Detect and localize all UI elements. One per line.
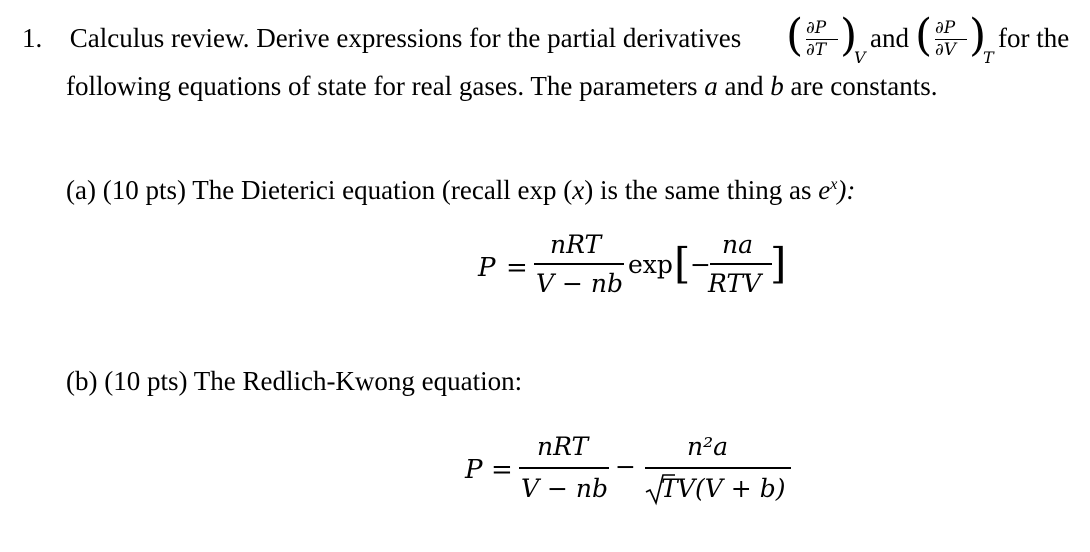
line2-text: following equations of state for real gases. The parameters xyxy=(66,71,698,101)
redlich-kwong-equation xyxy=(465,428,795,518)
problem-number: 1. xyxy=(22,23,43,53)
eq-a-right-bracket: ] xyxy=(770,239,787,288)
eq-b-den: V − nb xyxy=(521,474,608,503)
eq-a-fraction-bar xyxy=(534,263,624,265)
param-b: b xyxy=(770,71,784,101)
problem-title: Calculus review. xyxy=(69,23,250,53)
eq-b-fraction-bar-2 xyxy=(645,467,791,469)
problem-line-1 xyxy=(22,22,741,54)
part-a-label-mid: ) is the same thing as xyxy=(584,175,819,205)
dieterici-equation xyxy=(478,228,798,308)
part-a-sup: x xyxy=(830,176,838,193)
line2-end: are constants. xyxy=(790,71,938,101)
eq-a-den: V − nb xyxy=(536,269,623,298)
eq-a-minus: − xyxy=(690,250,711,279)
deriv1-subscript: V xyxy=(854,48,866,67)
param-a: a xyxy=(704,71,718,101)
eq-b-num: nRT xyxy=(537,432,589,461)
eq-b-den2: V(V + b) xyxy=(677,474,786,503)
eq-a-lhs: P xyxy=(478,253,496,283)
eq-a-exp: exp xyxy=(628,250,673,279)
eq-b-num2: n²a xyxy=(687,432,729,461)
problem-prompt: Derive expressions for the partial derivatives xyxy=(256,23,742,53)
line2-and: and xyxy=(724,71,764,101)
problem-line-2 xyxy=(66,70,937,102)
eq-a-fraction-bar-2 xyxy=(710,263,772,265)
eq-a-den2: RTV xyxy=(708,269,762,298)
deriv2-denominator: ∂V xyxy=(935,40,957,60)
deriv2-numerator: ∂P xyxy=(935,18,956,38)
eq-b-fraction-bar xyxy=(519,467,609,469)
eq-b-equals: = xyxy=(491,455,513,485)
eq-a-equals: = xyxy=(506,253,528,283)
part-a-label xyxy=(66,169,855,206)
deriv2-subscript: T xyxy=(983,48,994,67)
eq-b-lhs: P xyxy=(465,455,483,485)
eq-a-num2: na xyxy=(722,230,754,259)
eq-b-sqrt-T: T xyxy=(661,474,678,503)
for-the-text: for the xyxy=(998,23,1070,53)
and-text: and xyxy=(870,23,909,53)
part-b-label: (b) (10 pts) The Redlich-Kwong equation: xyxy=(66,366,523,396)
deriv1-numerator: ∂P xyxy=(806,18,827,38)
deriv1-denominator: ∂T xyxy=(806,40,827,60)
part-a-label-end: ): xyxy=(837,175,856,205)
part-a-label-text: (a) (10 pts) The Dieterici equation (recall exp ( xyxy=(66,175,573,205)
eq-a-left-bracket: [ xyxy=(674,239,691,288)
eq-b-minus: − xyxy=(615,452,636,481)
eq-a-num: nRT xyxy=(550,230,602,259)
part-a-x: x xyxy=(572,175,585,205)
part-a-e: e xyxy=(818,175,831,205)
